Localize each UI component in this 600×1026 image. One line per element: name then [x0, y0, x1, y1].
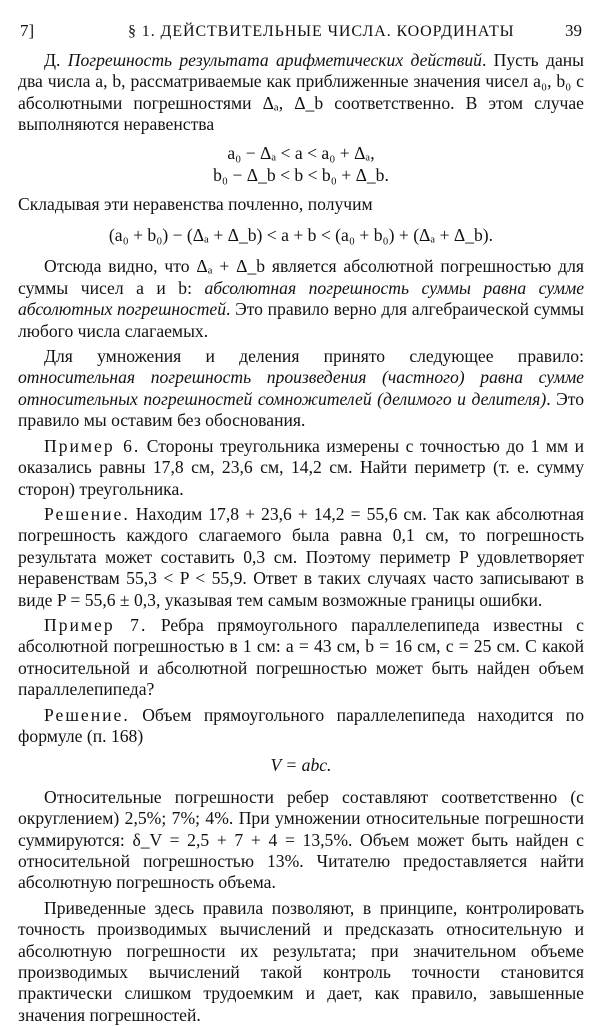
example-label: Пример 6.: [44, 435, 141, 456]
paragraph-relative-errors: Относительные погрешности ребер составляют соответственно (с округлением) 2,5%; 7%; 4%. При умножении относительные погрешности суммируются: δ_V = 2,5 + 7 + 4 = 13,5%. Объем может быть найден с относительной погрешностью 13%. Читателю предоставляется найти абсолютную погрешность объема.: [18, 786, 584, 893]
formula-sum-inequality: (a₀ + b₀) − (Δₐ + Δ_b) < a + b < (a₀ + b₀) + (Δₐ + Δ_b).: [108, 225, 494, 246]
header-section-number: 7]: [20, 21, 35, 40]
example-label: Пример 7.: [44, 614, 148, 635]
formula-text: V = abc.: [270, 755, 332, 776]
rule-statement: относительная погрешность произведения (частного) равна сумме относительных погрешностей сомножителей (делимого и делителя): [18, 367, 584, 409]
paragraph-body: . Пусть даны два числа a, b, рассматриваемые как приближенные значения чисел a₀, b₀ с абсолютными погрешностями Δₐ, Δ_b соответственно. В этом случае выполняются неравенства: [18, 50, 584, 135]
text-run: . Это правило верно для алгебраической суммы любого числа слагаемых.: [18, 299, 584, 341]
running-header: [18, 14, 584, 40]
example-text: Ребра прямоугольного параллелепипеда известны с абсолютной погрешностью в 1 см: a = 43 см, b = 16 см, c = 25 см. С какой относительной и абсолютной погрешностью может быть найден объем параллелепипеда?: [18, 614, 584, 700]
solution-text: Находим 17,8 + 23,6 + 14,2 = 55,6 см. Так как абсолютная погрешность каждого слагаемого была равна 0,1 см, то погрешность результата может составить 0,3 см. Поэтому периметр P удовлетворяет неравенствам 55,3 < P < 55,9. Ответ в таких случаях часто записывают в виде P = 55,6 ± 0,3, указывая тем самым возможные границы ошибки.: [18, 503, 584, 610]
text-run: Отсюда видно, что Δₐ + Δ_b является абсолютной погрешностью для суммы чисел a и b:: [18, 256, 584, 298]
paragraph-relative-error-product: [18, 346, 584, 432]
paragraph-absolute-error-sum: [18, 256, 584, 342]
paragraph-lead: Д.: [44, 50, 68, 70]
paragraph-error-of-arithmetic: [18, 50, 584, 136]
solution-7: [18, 705, 584, 748]
paragraph-title: Погрешность результата арифметических действий: [67, 50, 482, 70]
paragraph-summing: Складывая эти неравенства почленно, получим: [18, 193, 373, 214]
document-page: [18, 14, 584, 1026]
example-6: [18, 436, 584, 500]
solution-6: [18, 504, 584, 611]
example-7: [18, 615, 584, 701]
formula-volume: [18, 755, 584, 776]
text-run: . Это правило мы оставим без обоснования.: [18, 388, 585, 431]
formula-inequality-b: b₀ − Δ_b < b < b₀ + Δ_b.: [213, 164, 389, 185]
formula-inequality-a: a₀ − Δₐ < a < a₀ + Δₐ,: [227, 142, 375, 163]
rule-statement: абсолютная погрешность суммы равна сумме абсолютных погрешностей: [18, 277, 585, 320]
paragraph-conclusion: Приведенные здесь правила позволяют, в принципе, контролировать точность производимых вычислений и предсказать относительную и абсолютную погрешности их результата; при значительном объеме производимых вычислений такой контроль точности становится практически слишком трудоемким и дает, как правило, завышенные значения погрешностей.: [18, 897, 584, 1025]
solution-label: Решение.: [44, 503, 130, 524]
text-run: Для умножения и деления принято следующее правило:: [44, 346, 584, 367]
header-title: § 1. ДЕЙСТВИТЕЛЬНЫЕ ЧИСЛА. КООРДИНАТЫ: [128, 23, 515, 40]
solution-label: Решение.: [44, 704, 130, 725]
solution-text: Объем прямоугольного параллелепипеда находится по формуле (п. 168): [18, 704, 584, 746]
example-text: Стороны треугольника измерены с точностью до 1 мм и оказались равны 17,8 см, 23,6 см, 14,2 см. Найти периметр (т. е. сумму сторон) треугольника.: [18, 435, 584, 499]
page-number: 39: [565, 21, 582, 40]
